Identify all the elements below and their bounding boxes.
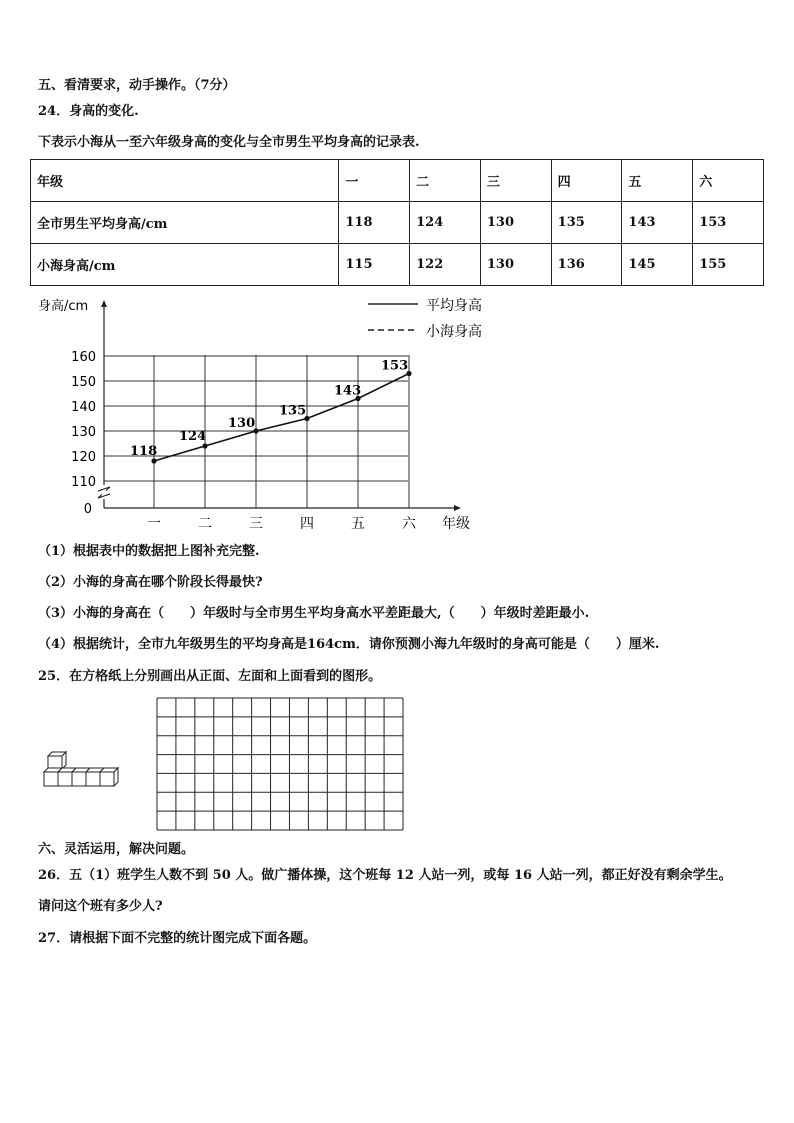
table-cell: 153 [693,202,764,244]
square-grid-paper[interactable] [156,697,404,831]
table-cell: 145 [622,244,693,286]
y-tick-label: 160 [71,350,96,365]
q24-title: 24．身高的变化. [38,104,139,119]
table-cell: 年级 [31,160,339,202]
table-cell: 115 [339,244,410,286]
table-cell: 小海身高/cm [31,244,339,286]
data-label: 124 [179,429,207,444]
table-cell: 124 [410,202,481,244]
y-tick-label: 130 [71,425,96,440]
table-cell: 136 [551,244,622,286]
table-cell: 122 [410,244,481,286]
section-five-heading: 五、看清要求，动手操作。（7分） [38,78,236,93]
data-point [202,443,207,448]
table-cell: 130 [480,202,551,244]
y-zero-label: 0 [83,502,92,517]
legend-label: 小海身高 [426,324,482,340]
x-axis-arrow [454,505,461,511]
table-row [31,244,764,286]
q24-sub1: （1）根据表中的数据把上图补充完整. [38,544,260,559]
y-axis-arrow [101,300,107,307]
table-cell: 四 [551,160,622,202]
table-cell: 一 [339,160,410,202]
table-cell: 三 [480,160,551,202]
q27-title: 27．请根据下面不完整的统计图完成下面各题。 [38,931,317,946]
x-tick-label: 六 [402,516,416,532]
data-label: 130 [228,416,256,431]
data-point [151,458,156,463]
cube-stack-figure [40,748,120,790]
q26-line1: 26．五（1）班学生人数不到 50 人。做广播体操，这个班每 12 人站一列，或每 16 人站一列，都正好没有剩余学生。 [38,868,732,883]
table-cell: 六 [693,160,764,202]
section-six-heading: 六、灵活运用，解决问题。 [38,842,195,857]
table-row [31,202,764,244]
y-tick-label: 110 [71,475,96,490]
x-axis-label: 年级 [442,516,470,532]
q25-title: 25．在方格纸上分别画出从正面、左面和上面看到的图形。 [38,669,382,684]
data-label: 135 [279,403,307,419]
legend-label: 平均身高 [426,298,482,314]
table-cell: 五 [622,160,693,202]
x-tick-label: 一 [147,516,161,532]
table-header-row [31,160,764,202]
q24-intro: 下表示小海从一至六年级身高的变化与全市男生平均身高的记录表. [38,135,420,150]
q24-sub3: （3）小海的身高在（ ）年级时与全市男生平均身高水平差距最大,（ ）年级时差距最小. [38,606,590,621]
height-line-chart [20,292,500,537]
table-cell: 全市男生平均身高/cm [31,202,339,244]
height-record-table [30,159,764,286]
q24-sub4: （4）根据统计，全市九年级男生的平均身高是164cm．请你预测小海九年级时的身高可能是（ ）厘米. [38,637,660,652]
data-label: 143 [334,383,362,399]
x-tick-label: 四 [300,516,314,532]
q24-sub2: （2）小海的身高在哪个阶段长得最快? [38,575,263,590]
x-tick-label: 五 [351,516,365,532]
table-cell: 155 [693,244,764,286]
table-cell: 二 [410,160,481,202]
y-tick-label: 120 [71,450,96,465]
table-cell: 135 [551,202,622,244]
data-label: 153 [381,358,409,374]
x-tick-label: 二 [198,516,212,532]
y-tick-label: 150 [71,375,96,390]
y-tick-label: 140 [71,400,96,415]
y-axis-label: 身高/cm [38,299,89,314]
x-tick-label: 三 [249,516,263,532]
q26-line2: 请问这个班有多少人? [38,899,163,914]
table-cell: 143 [622,202,693,244]
data-label: 118 [130,444,158,459]
table-cell: 118 [339,202,410,244]
table-cell: 130 [480,244,551,286]
